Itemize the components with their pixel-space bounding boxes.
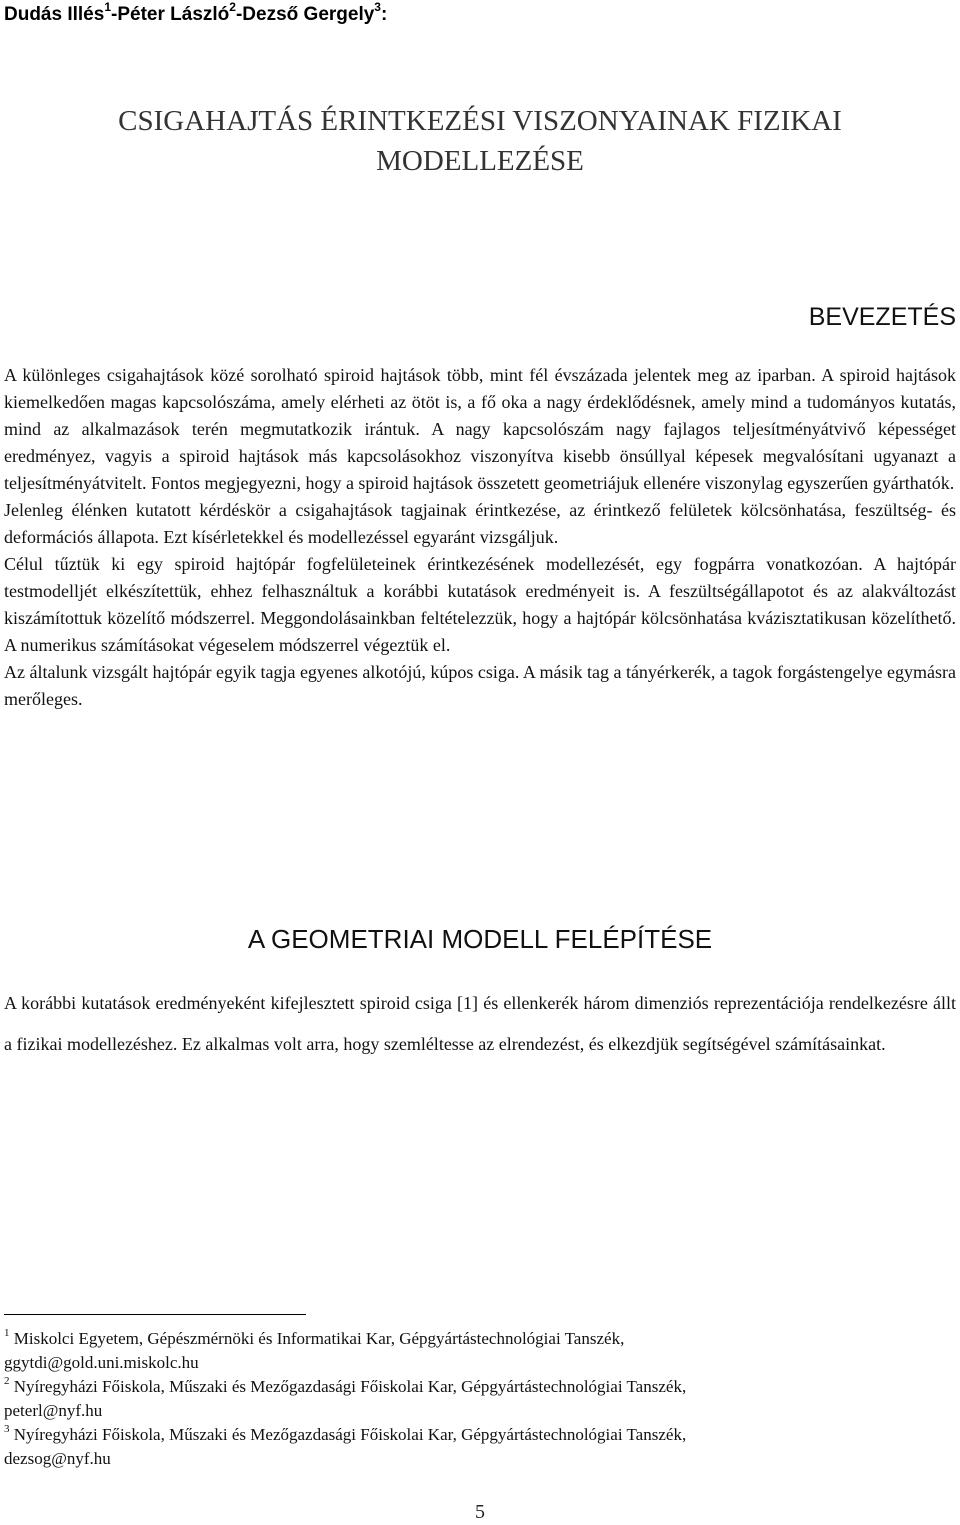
footnote-text: Miskolci Egyetem, Gépészmérnöki és Informatikai Kar, Gépgyártástechnológiai Tanszék, xyxy=(13,1329,625,1348)
footnote-number: 2 xyxy=(4,1375,10,1388)
author-affiliation-mark: 3 xyxy=(374,0,381,14)
introduction-body xyxy=(4,362,956,713)
footnote-text: Nyíregyházi Főiskola, Műszaki és Mezőgazdasági Főiskolai Kar, Gépgyártástechnológiai Tanszék, xyxy=(13,1425,687,1444)
paper-title-line: MODELLEZÉSE xyxy=(376,145,584,177)
footnote-email: peterl@nyf.hu xyxy=(4,1401,103,1420)
paragraph: Célul tűztük ki egy spiroid hajtópár fogfelületeinek érintkezésének modellezését, egy fogpárra vonatkozóan. A hajtópár testmodelljét elkészítettük, ehhez felhasználtuk a korábbi kutatások eredményeit is. A feszültségállapotot és az alakváltozást kiszámítottuk közelítő módszerrel. Meggondolásainkban feltételezzük, hogy a hajtópár kölcsönhatása kvázisztatikusan közelíthető. A numerikus számításokat végeselem módszerrel végeztük el. xyxy=(4,554,956,655)
footnotes xyxy=(4,1327,956,1471)
footnote-email: dezsog@nyf.hu xyxy=(4,1449,111,1468)
paragraph: Az általunk vizsgált hajtópár egyik tagja egyenes alkotójú, kúpos csiga. A másik tag a tányérkerék, a tagok forgástengelye egymásra merőleges. xyxy=(4,662,956,709)
page-number: 5 xyxy=(475,1501,485,1523)
author-line-suffix: : xyxy=(380,4,388,25)
geometric-model-body xyxy=(4,983,956,1065)
footnote-number: 3 xyxy=(4,1423,10,1436)
author-name: -Péter László xyxy=(111,4,230,25)
author-name: Dudás Illés xyxy=(4,4,105,25)
footnote-email: ggytdi@gold.uni.miskolc.hu xyxy=(4,1353,199,1372)
paragraph: A korábbi kutatások eredményeként kifejlesztett spiroid csiga [1] és ellenkerék három dimenziós reprezentációja rendelkezésre állt a fizikai modellezéshez. Ez alkalmas volt arra, hogy szemléltesse az elrendezést, és elkezdjük segítségével számításainkat. xyxy=(4,993,956,1054)
footnote-text: Nyíregyházi Főiskola, Műszaki és Mezőgazdasági Főiskolai Kar, Gépgyártástechnológiai Tanszék, xyxy=(13,1377,687,1396)
section-heading-geometric-model: A GEOMETRIAI MODELL FELÉPÍTÉSE xyxy=(247,924,713,954)
paragraph: Jelenleg élénken kutatott kérdéskör a csigahajtások tagjainak érintkezése, az érintkező felületek kölcsönhatása, feszültség- és deformációs állapota. Ezt kísérletekkel és modellezéssel egyaránt vizsgáljuk. xyxy=(4,500,956,547)
section-heading-introduction: BEVEZETÉS xyxy=(808,303,956,331)
footnote xyxy=(4,1423,956,1471)
footnote xyxy=(4,1327,956,1375)
footnote-number: 1 xyxy=(4,1327,10,1340)
author-name: -Dezső Gergely xyxy=(235,4,375,25)
author-affiliation-mark: 2 xyxy=(229,0,236,14)
paper-title-line: CSIGAHAJTÁS ÉRINTKEZÉSI VISZONYAINAK FIZIKAI xyxy=(118,105,842,137)
author-line xyxy=(4,2,387,28)
paper-title xyxy=(0,101,960,181)
paragraph: A különleges csigahajtások közé sorolható spiroid hajtások több, mint fél évszázada jelentek meg az iparban. A spiroid hajtások kiemelkedően magas kapcsolószáma, amely elérheti az ötöt is, a fő oka a nagy érdeklődésnek, amely mind a tudományos kutatás, mind az alkalmazások terén megmutatkozik irántuk. A nagy kapcsolószám nagy fajlagos teljesítményátvivő képességet eredményez, vagyis a spiroid hajtások más kapcsolásokhoz viszonyítva kisebb önsúllyal képesek megvalósítani ugyanazt a teljesítményátvitelt. Fontos megjegyezni, hogy a spiroid hajtások összetett geometriájuk ellenére viszonylag egyszerűen gyárthatók. xyxy=(4,365,956,493)
author-affiliation-mark: 1 xyxy=(104,0,112,14)
footnote-separator xyxy=(4,1314,306,1315)
footnote xyxy=(4,1375,956,1423)
